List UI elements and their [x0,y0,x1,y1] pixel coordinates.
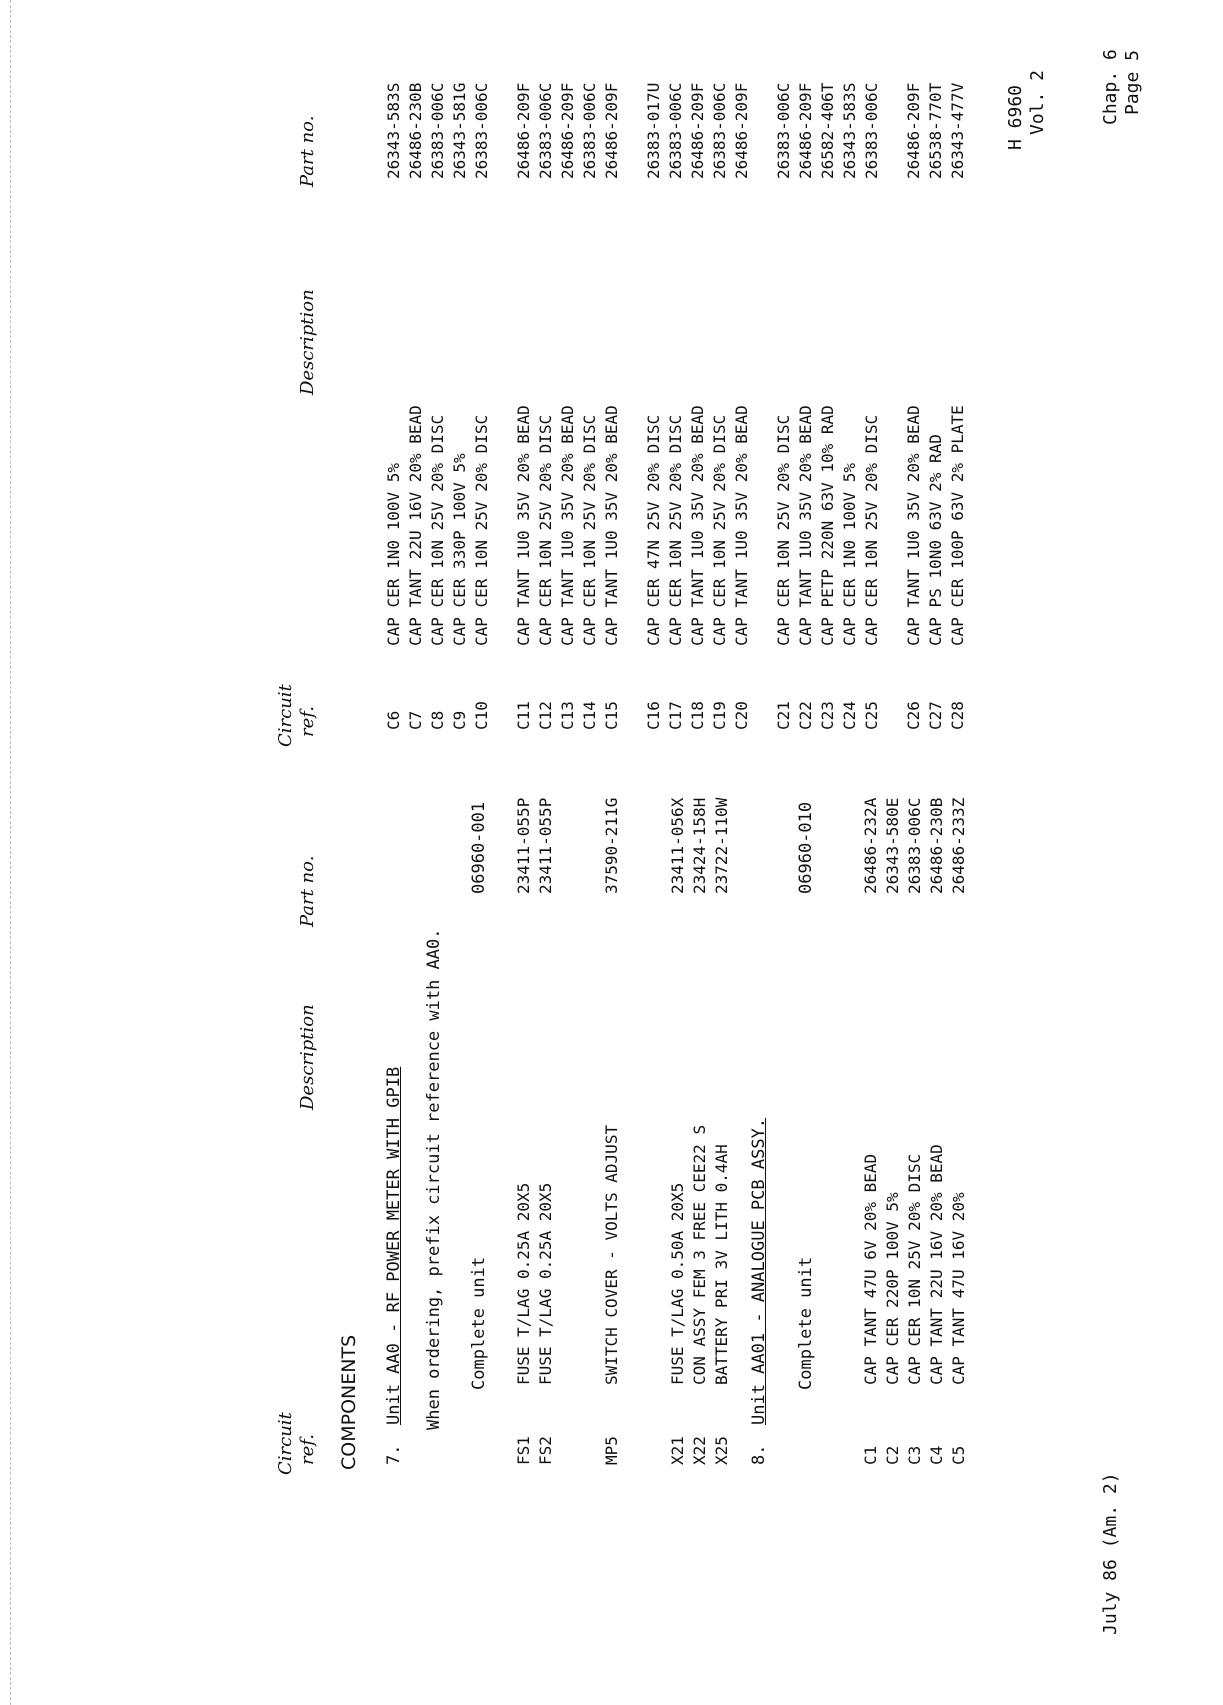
circuit-ref-cell: C17 [666,701,685,730]
table-row [405,10,427,730]
description-cell: CAP CER 10N 25V 20% DISC [905,1153,924,1385]
table-row [665,10,687,730]
section-title: COMPONENTS [338,1334,360,1470]
part-number-cell: 26486-209F [904,82,923,179]
description-cell: CAP PETP 220N 63V 10% RAD [818,405,837,646]
table-row [839,10,861,730]
table-row [667,725,689,1465]
part-number-cell: 26383-006C [710,82,729,179]
circuit-ref-cell: C27 [926,701,945,730]
part-number-cell: 26383-006C [774,82,793,179]
part-number-cell: 26486-209F [796,82,815,179]
header-circuit-ref: Circuit [275,1412,296,1475]
header-circuit-ref-2: ref. [297,1434,318,1465]
circuit-ref-cell: C15 [602,701,621,730]
unit7-note: When ordering, prefix circuit reference with AA0. [424,928,444,1430]
description-cell: CAP TANT 22U 16V 20% BEAD [406,405,425,646]
description-cell: CAP CER 1N0 100V 5% [840,462,859,646]
part-number-cell: 23411-055P [514,797,533,894]
part-number-cell: 23722-110W [712,797,731,894]
table-row [689,725,711,1465]
description-cell: FUSE T/LAG 0.25A 20X5 [536,1182,555,1385]
part-number-cell: 26486-209F [602,82,621,179]
circuit-ref-cell: C2 [883,1445,902,1465]
description-cell: CAP TANT 1U0 35V 20% BEAD [688,405,707,646]
description-cell: CAP CER 10N 25V 20% DISC [536,414,555,646]
description-cell: CAP TANT 1U0 35V 20% BEAD [796,405,815,646]
part-number-cell: 26486-209F [688,82,707,179]
part-number-cell: 26383-006C [666,82,685,179]
table-row [926,725,948,1465]
part-number-cell: 26343-583S [840,82,859,179]
circuit-ref-cell: C18 [688,701,707,730]
header-circuit-ref-right: Circuit [275,684,296,747]
table-row [904,725,926,1465]
description-cell: CAP PS 10N0 63V 2% RAD [926,434,945,646]
table-row [535,725,557,1465]
part-number-cell: 23411-056X [668,797,687,894]
circuit-ref-cell: C28 [948,701,967,730]
part-number-cell: 26383-006C [536,82,555,179]
description-cell: CAP CER 100P 63V 2% PLATE [948,405,967,646]
table-row [773,10,795,730]
circuit-ref-cell: MP5 [602,1436,621,1465]
table-row [795,10,817,730]
circuit-ref-cell: C3 [905,1445,924,1465]
part-number-cell: 26343-580E [883,797,902,894]
part-number-cell: 23424-158H [690,797,709,894]
circuit-ref-cell: C12 [536,701,555,730]
circuit-ref-cell: C7 [406,710,425,730]
part-number-cell: 26486-209F [558,82,577,179]
part-number-cell: 26383-006C [905,797,924,894]
part-number-cell: 26582-406T [818,82,837,179]
table-row [903,10,925,730]
part-number-cell: 26383-017U [644,82,663,179]
table-row [383,10,405,730]
table-row [513,725,535,1465]
description-cell: SWITCH COVER - VOLTS ADJUST [602,1124,621,1385]
table-row [643,10,665,730]
part-number-cell: 26486-230B [927,797,946,894]
table-row [709,10,731,730]
header-description-right: Description [297,289,318,395]
table-row [711,725,733,1465]
circuit-ref-cell: X21 [668,1436,687,1465]
unit7-title: Unit AA0 - RF POWER METER WITH GPIB [384,1066,404,1425]
description-cell: CAP TANT 47U 16V 20% [949,1192,968,1385]
circuit-ref-cell: C26 [904,701,923,730]
part-number-cell: 26538-770T [926,82,945,179]
circuit-ref-cell: C11 [514,701,533,730]
table-row [449,10,471,730]
table-row [557,10,579,730]
circuit-ref-cell: C6 [384,710,403,730]
description-cell: CAP TANT 1U0 35V 20% BEAD [558,405,577,646]
description-cell: CAP CER 10N 25V 20% DISC [774,414,793,646]
table-row [513,10,535,730]
part-number-cell: 26486-230B [406,82,425,179]
page-number: Page 5 [1122,49,1143,115]
circuit-ref-cell: C19 [710,701,729,730]
circuit-ref-cell: C22 [796,701,815,730]
circuit-ref-cell: C8 [428,710,447,730]
circuit-ref-cell: C23 [818,701,837,730]
description-cell: CAP CER 10N 25V 20% DISC [428,414,447,646]
description-cell: CAP TANT 1U0 35V 20% BEAD [602,405,621,646]
header-circuit-ref-right-2: ref. [297,706,318,737]
description-cell: CAP TANT 47U 6V 20% BEAD [861,1153,880,1385]
circuit-ref-cell: FS1 [514,1436,533,1465]
description-cell: CAP CER 10N 25V 20% DISC [472,414,491,646]
table-row [579,10,601,730]
table-row [882,725,904,1465]
circuit-ref-cell: FS2 [536,1436,555,1465]
description-cell: CAP TANT 22U 16V 20% BEAD [927,1144,946,1385]
circuit-ref-cell: C4 [927,1445,946,1465]
description-cell: CAP CER 220P 100V 5% [883,1192,902,1385]
unit7-number: 7. [384,1444,404,1465]
circuit-ref-cell: X25 [712,1436,731,1465]
circuit-ref-cell: C9 [450,710,469,730]
unit8-title: Unit AA01 - ANALOGUE PCB ASSY. [749,1117,769,1425]
circuit-ref-cell: C25 [862,701,881,730]
part-number-cell: 26383-006C [428,82,447,179]
table-row [535,10,557,730]
table-row [601,725,623,1465]
part-number-cell: 26343-583S [384,82,403,179]
unit7-complete-part: 06960-001 [469,801,489,894]
unit8-complete-part: 06960-010 [796,801,816,894]
description-cell: BATTERY PRI 3V LITH 0.4AH [712,1144,731,1385]
table-row [471,10,493,730]
circuit-ref-cell: X22 [690,1436,709,1465]
circuit-ref-cell: C1 [861,1445,880,1465]
unit8-complete-label: Complete unit [796,1256,816,1390]
header-part-no: Part no. [297,855,318,927]
description-cell: CAP CER 10N 25V 20% DISC [710,414,729,646]
table-row [731,10,753,730]
description-cell: CAP CER 10N 25V 20% DISC [862,414,881,646]
volume-label: Vol. 2 [1027,69,1048,135]
table-row [947,10,969,730]
part-number-cell: 26383-006C [472,82,491,179]
table-row [817,10,839,730]
circuit-ref-cell: C20 [732,701,751,730]
header-part-no-right: Part no. [297,115,318,187]
table-row [948,725,970,1465]
unit8-number: 8. [749,1444,769,1465]
part-number-cell: 26486-209F [732,82,751,179]
circuit-ref-cell: C16 [644,701,663,730]
circuit-ref-cell: C14 [580,701,599,730]
description-cell: CAP CER 47N 25V 20% DISC [644,414,663,646]
part-number-cell: 23411-055P [536,797,555,894]
footer-date: July 86 (Am. 2) [1100,1472,1121,1635]
table-row [860,725,882,1465]
description-cell: CAP TANT 1U0 35V 20% BEAD [514,405,533,646]
part-number-cell: 26383-006C [862,82,881,179]
part-number-cell: 26486-233Z [949,797,968,894]
table-row [687,10,709,730]
part-number-cell: 26383-006C [580,82,599,179]
description-cell: CAP CER 10N 25V 20% DISC [666,414,685,646]
header-description: Description [297,1004,318,1110]
part-number-cell: 26486-232A [861,797,880,894]
description-cell: CON ASSY FEM 3 FREE CEE22 S [690,1124,709,1385]
circuit-ref-cell: C5 [949,1445,968,1465]
part-number-cell: 26486-209F [514,82,533,179]
unit7-complete-label: Complete unit [469,1256,489,1390]
circuit-ref-cell: C13 [558,701,577,730]
circuit-ref-cell: C10 [472,701,491,730]
description-cell: CAP CER 1N0 100V 5% [384,462,403,646]
circuit-ref-cell: C21 [774,701,793,730]
description-cell: CAP CER 330P 100V 5% [450,453,469,646]
part-number-cell: 26343-581G [450,82,469,179]
part-number-cell: 37590-211G [602,797,621,894]
description-cell: CAP TANT 1U0 35V 20% BEAD [904,405,923,646]
table-row [601,10,623,730]
part-number-cell: 26343-477V [948,82,967,179]
chapter-label: Chap. 6 [1100,49,1121,125]
table-row [861,10,883,730]
circuit-ref-cell: C24 [840,701,859,730]
scan-edge-line [10,0,11,1705]
description-cell: CAP TANT 1U0 35V 20% BEAD [732,405,751,646]
table-row [925,10,947,730]
description-cell: CAP CER 10N 25V 20% DISC [580,414,599,646]
description-cell: FUSE T/LAG 0.25A 20X5 [514,1182,533,1385]
table-row [427,10,449,730]
document-number: H 6960 [1005,84,1026,150]
description-cell: FUSE T/LAG 0.50A 20X5 [668,1182,687,1385]
